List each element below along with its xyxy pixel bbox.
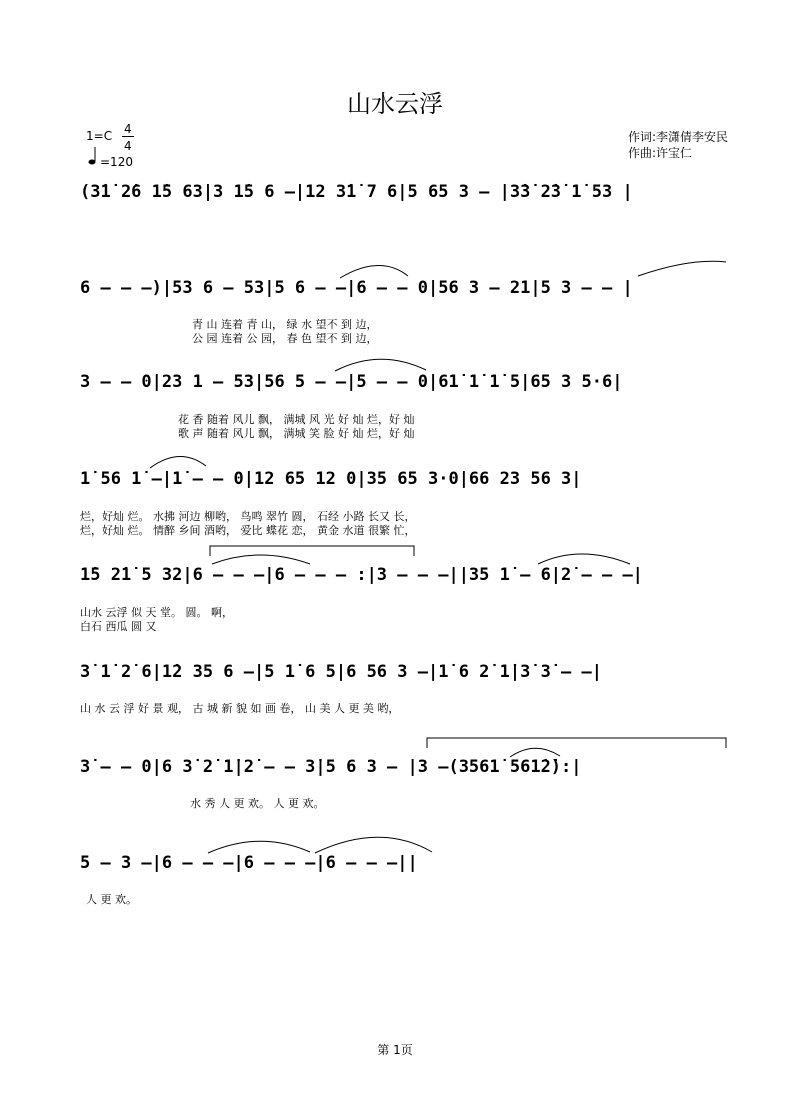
score-line-8: 5 – 3 –|6 – – –|6 – – –|6 – – –||: [80, 853, 418, 873]
score-line-4: 1̇ 56 1̇ –|1̇ – – 0|12 65 12 0|35 65 3·0|66 23 56 3|: [80, 469, 582, 489]
score-line-2: 6 – – –)|53 6 – 53|5 6 – –|6 – – 0|56 3 – 21|5 3 – – |: [80, 278, 633, 298]
lyricist-credit: 作词:李潇倩李安民: [628, 130, 729, 144]
score-line-1: (3̇1̇ 2̇6 1̇5 63|3 1̇5 6 –|12 3̇1̇ 7 6|5 65 3 – |3̇3̇ 2̇3̇ 1̇ 53 |: [80, 182, 633, 202]
lyric-line-4b: 烂，好灿 烂。 情醉 乡间 酒哟， 爱比 蝶花 恋， 黄金 水道 很繁 忙，: [80, 524, 416, 537]
lyric-line-5a: 山水 云浮 似 天 堂。 圆。 啊，: [80, 606, 233, 619]
lyric-line-5b: 白石 西瓜 圆 又: [80, 620, 157, 633]
lyric-line-8a: 人 更 欢。: [86, 893, 137, 906]
page-title: 山水云浮: [347, 90, 443, 118]
lyric-line-2b: 公 园 连着 公 园， 春 色 望不 到 边，: [192, 332, 378, 345]
score-line-5: 1̇5 2̇1̇ 5 32|6 – – –|6 – – – :|3 – – –||35 1̇ – 6|2̇ – – –|: [80, 565, 643, 585]
time-signature-top: 4: [124, 122, 132, 136]
score-line-6: 3̇ 1̇ 2̇ 6|1̇2 35 6 –|5 1̇ 6 5|6 56 3 –|1̇ 6 2̇ 1̇|3̇ 3̇ – –|: [80, 662, 602, 682]
lyric-line-3b: 歌 声 随着 风儿 飘， 满城 笑 脸 好 灿 烂，好 灿: [178, 427, 415, 440]
lyric-line-2a: 青 山 连着 青 山， 绿 水 望不 到 边，: [192, 318, 378, 331]
lyric-line-6a: 山 水 云 浮 好 景 观， 古 城 新 貌 如 画 卷， 山 美 人 更 美 哟，: [80, 702, 400, 715]
lyric-line-4a: 烂，好灿 烂。 水拂 河边 柳哟， 鸟鸣 翠竹 圆， 石经 小路 长又 长，: [80, 510, 416, 523]
time-signature-bottom: 4: [124, 139, 132, 153]
page-number: 第 1页: [377, 1043, 413, 1057]
lyric-line-3a: 花 香 随着 风儿 飘， 满城 风 光 好 灿 烂，好 灿: [178, 413, 415, 426]
lyric-line-7a: 水 秀 人 更 欢。 人 更 欢。: [190, 797, 325, 810]
key-signature: 1=C: [86, 129, 113, 143]
score-line-3: 3 – – 0|23 1 – 53|56 5 – –|5 – – 0|61̇ 1̇ 1̇ 5|65 3 5·6|: [80, 372, 623, 392]
tempo-marking: =120: [100, 155, 133, 169]
score-line-7: 3̇ – – 0|6 3̇ 2̇ 1̇|2̇ – – 3̇|5 6 3 – |3 –(3561̇ 561̇2̇):|: [80, 757, 582, 777]
composer-credit: 作曲:许宝仁: [628, 146, 693, 160]
